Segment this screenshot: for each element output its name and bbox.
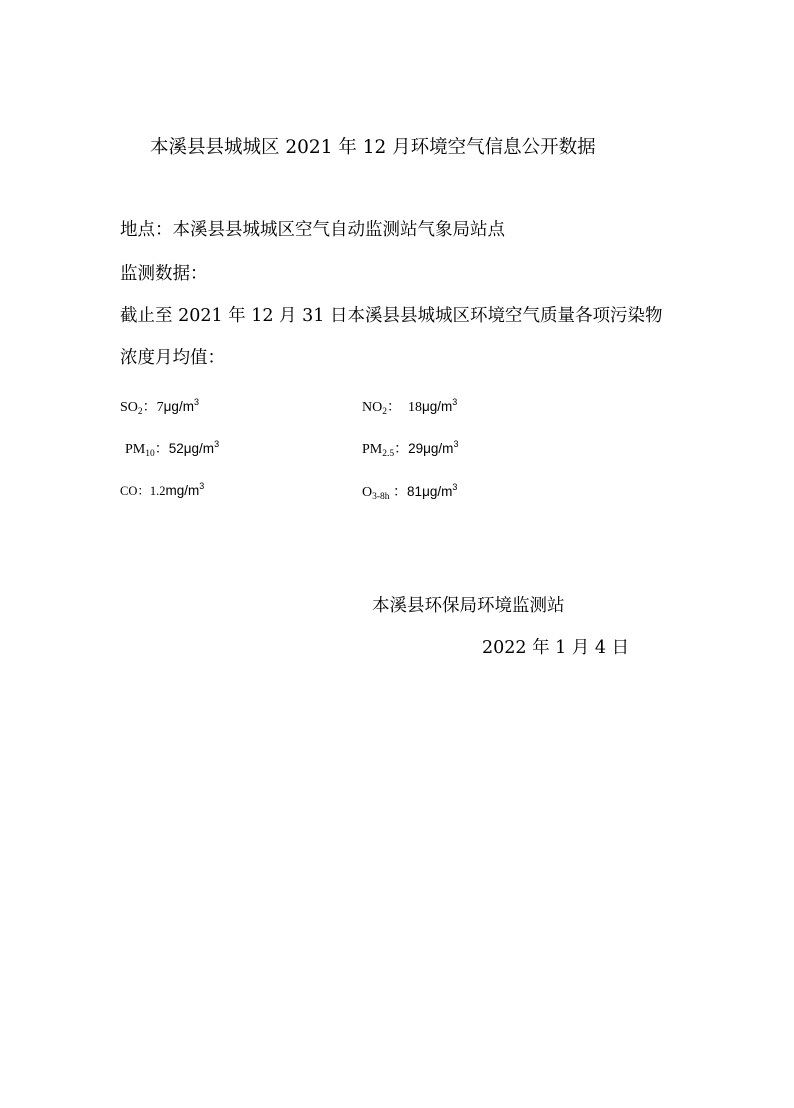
co-separator: ： (137, 484, 150, 498)
pm10-unit: μg/m (183, 441, 215, 456)
o3-subscript: 3-8h (372, 492, 390, 502)
co-unit-exponent: 3 (199, 481, 205, 491)
summary-line-1: 截止至 2021 年 12 月 31 日本溪县县城城区环境空气质量各项污染物 (120, 306, 663, 326)
so2-value: 7 (156, 400, 164, 415)
pm10-reading (125, 438, 219, 459)
data-heading: 监测数据： (120, 264, 208, 284)
pm10-separator: ： (154, 442, 169, 457)
pm25-reading (362, 438, 458, 459)
so2-unit: μg/m (163, 399, 194, 414)
co-label: CO (120, 484, 138, 498)
no2-unit: μg/m (421, 399, 453, 414)
o3-reading (362, 481, 457, 502)
summary-line-2: 浓度月均值： (120, 348, 225, 368)
pm10-unit-exponent: 3 (214, 439, 220, 449)
so2-unit-exponent: 3 (193, 397, 199, 407)
location-line: 地点：本溪县县城城区空气自动监测站气象局站点 (120, 220, 505, 240)
so2-subscript: 2 (137, 407, 143, 417)
no2-label: NO (362, 400, 383, 415)
pm25-label: PM (362, 442, 383, 457)
no2-subscript: 2 (382, 407, 387, 417)
pm25-subscript: 2.5 (382, 449, 395, 459)
pm25-unit: μg/m (423, 441, 454, 456)
pm25-value: 29 (408, 441, 424, 456)
o3-unit-exponent: 3 (452, 482, 458, 492)
signature-date: 2022 年 1 月 4 日 (482, 638, 630, 658)
no2-reading (362, 396, 457, 417)
so2-separator: ： (142, 400, 157, 415)
no2-unit-exponent: 3 (452, 397, 458, 407)
co-reading (120, 481, 204, 499)
o3-value: 81 (407, 484, 423, 499)
o3-label: O (362, 485, 373, 500)
so2-reading (120, 396, 199, 417)
no2-value: 18 (407, 400, 422, 415)
page-title: 本溪县县城城区 2021 年 12 月环境空气信息公开数据 (150, 137, 596, 158)
pm10-value: 52 (168, 441, 184, 456)
pm25-unit-exponent: 3 (453, 439, 459, 449)
co-value: 1.2 (149, 484, 166, 498)
o3-unit: μg/m (422, 484, 453, 499)
signature-organization: 本溪县环保局环境监测站 (372, 596, 565, 616)
o3-separator: ： (389, 485, 408, 500)
pm10-label: PM (125, 442, 146, 457)
co-unit: mg/m (165, 483, 200, 498)
no2-separator: ： (386, 400, 408, 415)
so2-label: SO (120, 400, 138, 415)
pm25-separator: ： (394, 442, 409, 457)
pm10-subscript: 10 (145, 449, 155, 459)
